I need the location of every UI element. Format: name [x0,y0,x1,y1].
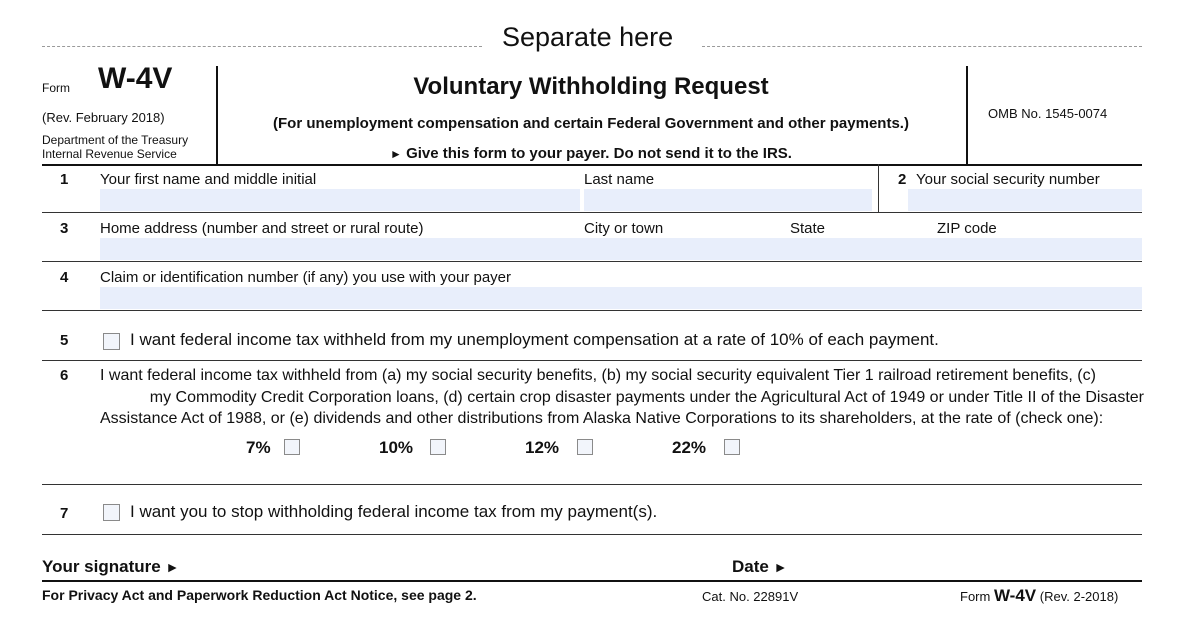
line6-number: 6 [60,367,69,384]
line1-label: Your first name and middle initial [100,171,317,188]
form-word: Form [42,81,70,95]
omb-number: OMB No. 1545-0074 [988,106,1108,121]
signature-label-text: Your signature [42,557,161,576]
form-revision: (Rev. February 2018) [42,110,165,125]
line1-bottom-rule [42,212,1142,213]
signature-label [42,557,179,577]
separator-dashed-line-left [42,46,482,47]
last-name-field[interactable] [584,189,872,211]
state-label: State [790,220,826,237]
line3-bottom-rule [42,261,1142,262]
line6-text [100,365,1144,430]
line1-2-divider [878,164,879,212]
form-subtitle: (For unemployment compensation and certain Federal Government and other payments.) [273,115,909,132]
privacy-notice: For Privacy Act and Paperwork Reduction Act Notice, see page 2. [42,587,477,603]
date-field[interactable] [800,553,1140,577]
rate-10-checkbox[interactable] [430,439,446,455]
line7-text: I want you to stop withholding federal income tax from my payment(s). [130,502,658,521]
footer-form-number: W-4V [993,586,1037,605]
rate-7-checkbox[interactable] [284,439,300,455]
line5-bottom-rule [42,360,1142,361]
line7-checkbox[interactable] [103,504,120,521]
form-instruction-text: Give this form to your payer. Do not send it to the IRS. [406,145,792,162]
home-address-field[interactable] [100,238,1142,260]
first-name-field[interactable] [100,189,580,211]
signature-field[interactable] [200,553,720,577]
line6-text-line2: my Commodity Credit Corporation loans, (d) certain crop disaster payments under the Agricultural Act of 1949 or under Title II of the Disaster [149,388,1144,406]
line6-text-line1: I want federal income tax withheld from (a) my social security benefits, (b) my social security equivalent Tier 1 railroad retirement benefits, (c) [100,367,1096,384]
footer-form-revision: (Rev. 2-2018) [1039,589,1119,604]
department-line2: Internal Revenue Service [42,147,177,161]
form-number: W-4V [98,62,173,95]
line4-number: 4 [60,269,69,286]
line2-number: 2 [898,171,907,188]
footer-form-id [960,586,1118,606]
header-bottom-rule [42,164,1142,166]
date-label [732,557,787,577]
zip-label: ZIP code [937,220,997,237]
rate-22-label: 22% [672,438,707,457]
rate-12-label: 12% [525,438,560,457]
rate-12-checkbox[interactable] [577,439,593,455]
arrow-right-icon: ► [390,147,402,161]
footer-form-word: Form [960,589,991,604]
line4-bottom-rule [42,310,1142,311]
signature-bottom-rule [42,580,1142,582]
rate-10-label: 10% [379,438,414,457]
line7-bottom-rule [42,534,1142,535]
form-instruction [216,145,966,162]
ssn-field[interactable] [908,189,1142,211]
last-name-label: Last name [584,171,655,188]
line5-checkbox[interactable] [103,333,120,350]
rate-7-label: 7% [246,438,271,457]
arrow-right-icon: ► [165,559,180,575]
line3-number: 3 [60,220,69,237]
header-divider-right [966,66,968,164]
rate-22-checkbox[interactable] [724,439,740,455]
department-line1: Department of the Treasury [42,133,189,147]
separator-label: Separate here [502,22,674,52]
arrow-right-icon: ► [773,559,788,575]
line1-number: 1 [60,171,69,188]
city-label: City or town [584,220,664,237]
line2-label: Your social security number [916,171,1100,188]
line5-number: 5 [60,332,69,349]
line5-text: I want federal income tax withheld from my unemployment compensation at a rate of 10% of each payment. [130,330,939,349]
line6-text-line3: Assistance Act of 1988, or (e) dividends and other distributions from Alaska Native Corporations to its shareholders, at the rate of (check one): [100,410,1104,427]
line7-number: 7 [60,505,69,522]
date-label-text: Date [732,557,769,576]
separator-dashed-line-right [702,46,1142,47]
line6-bottom-rule [42,484,1142,485]
line3-label: Home address (number and street or rural route) [100,220,424,237]
line4-label: Claim or identification number (if any) you use with your payer [100,269,512,286]
claim-number-field[interactable] [100,287,1142,309]
catalog-number: Cat. No. 22891V [702,589,799,604]
form-title: Voluntary Withholding Request [413,73,769,100]
